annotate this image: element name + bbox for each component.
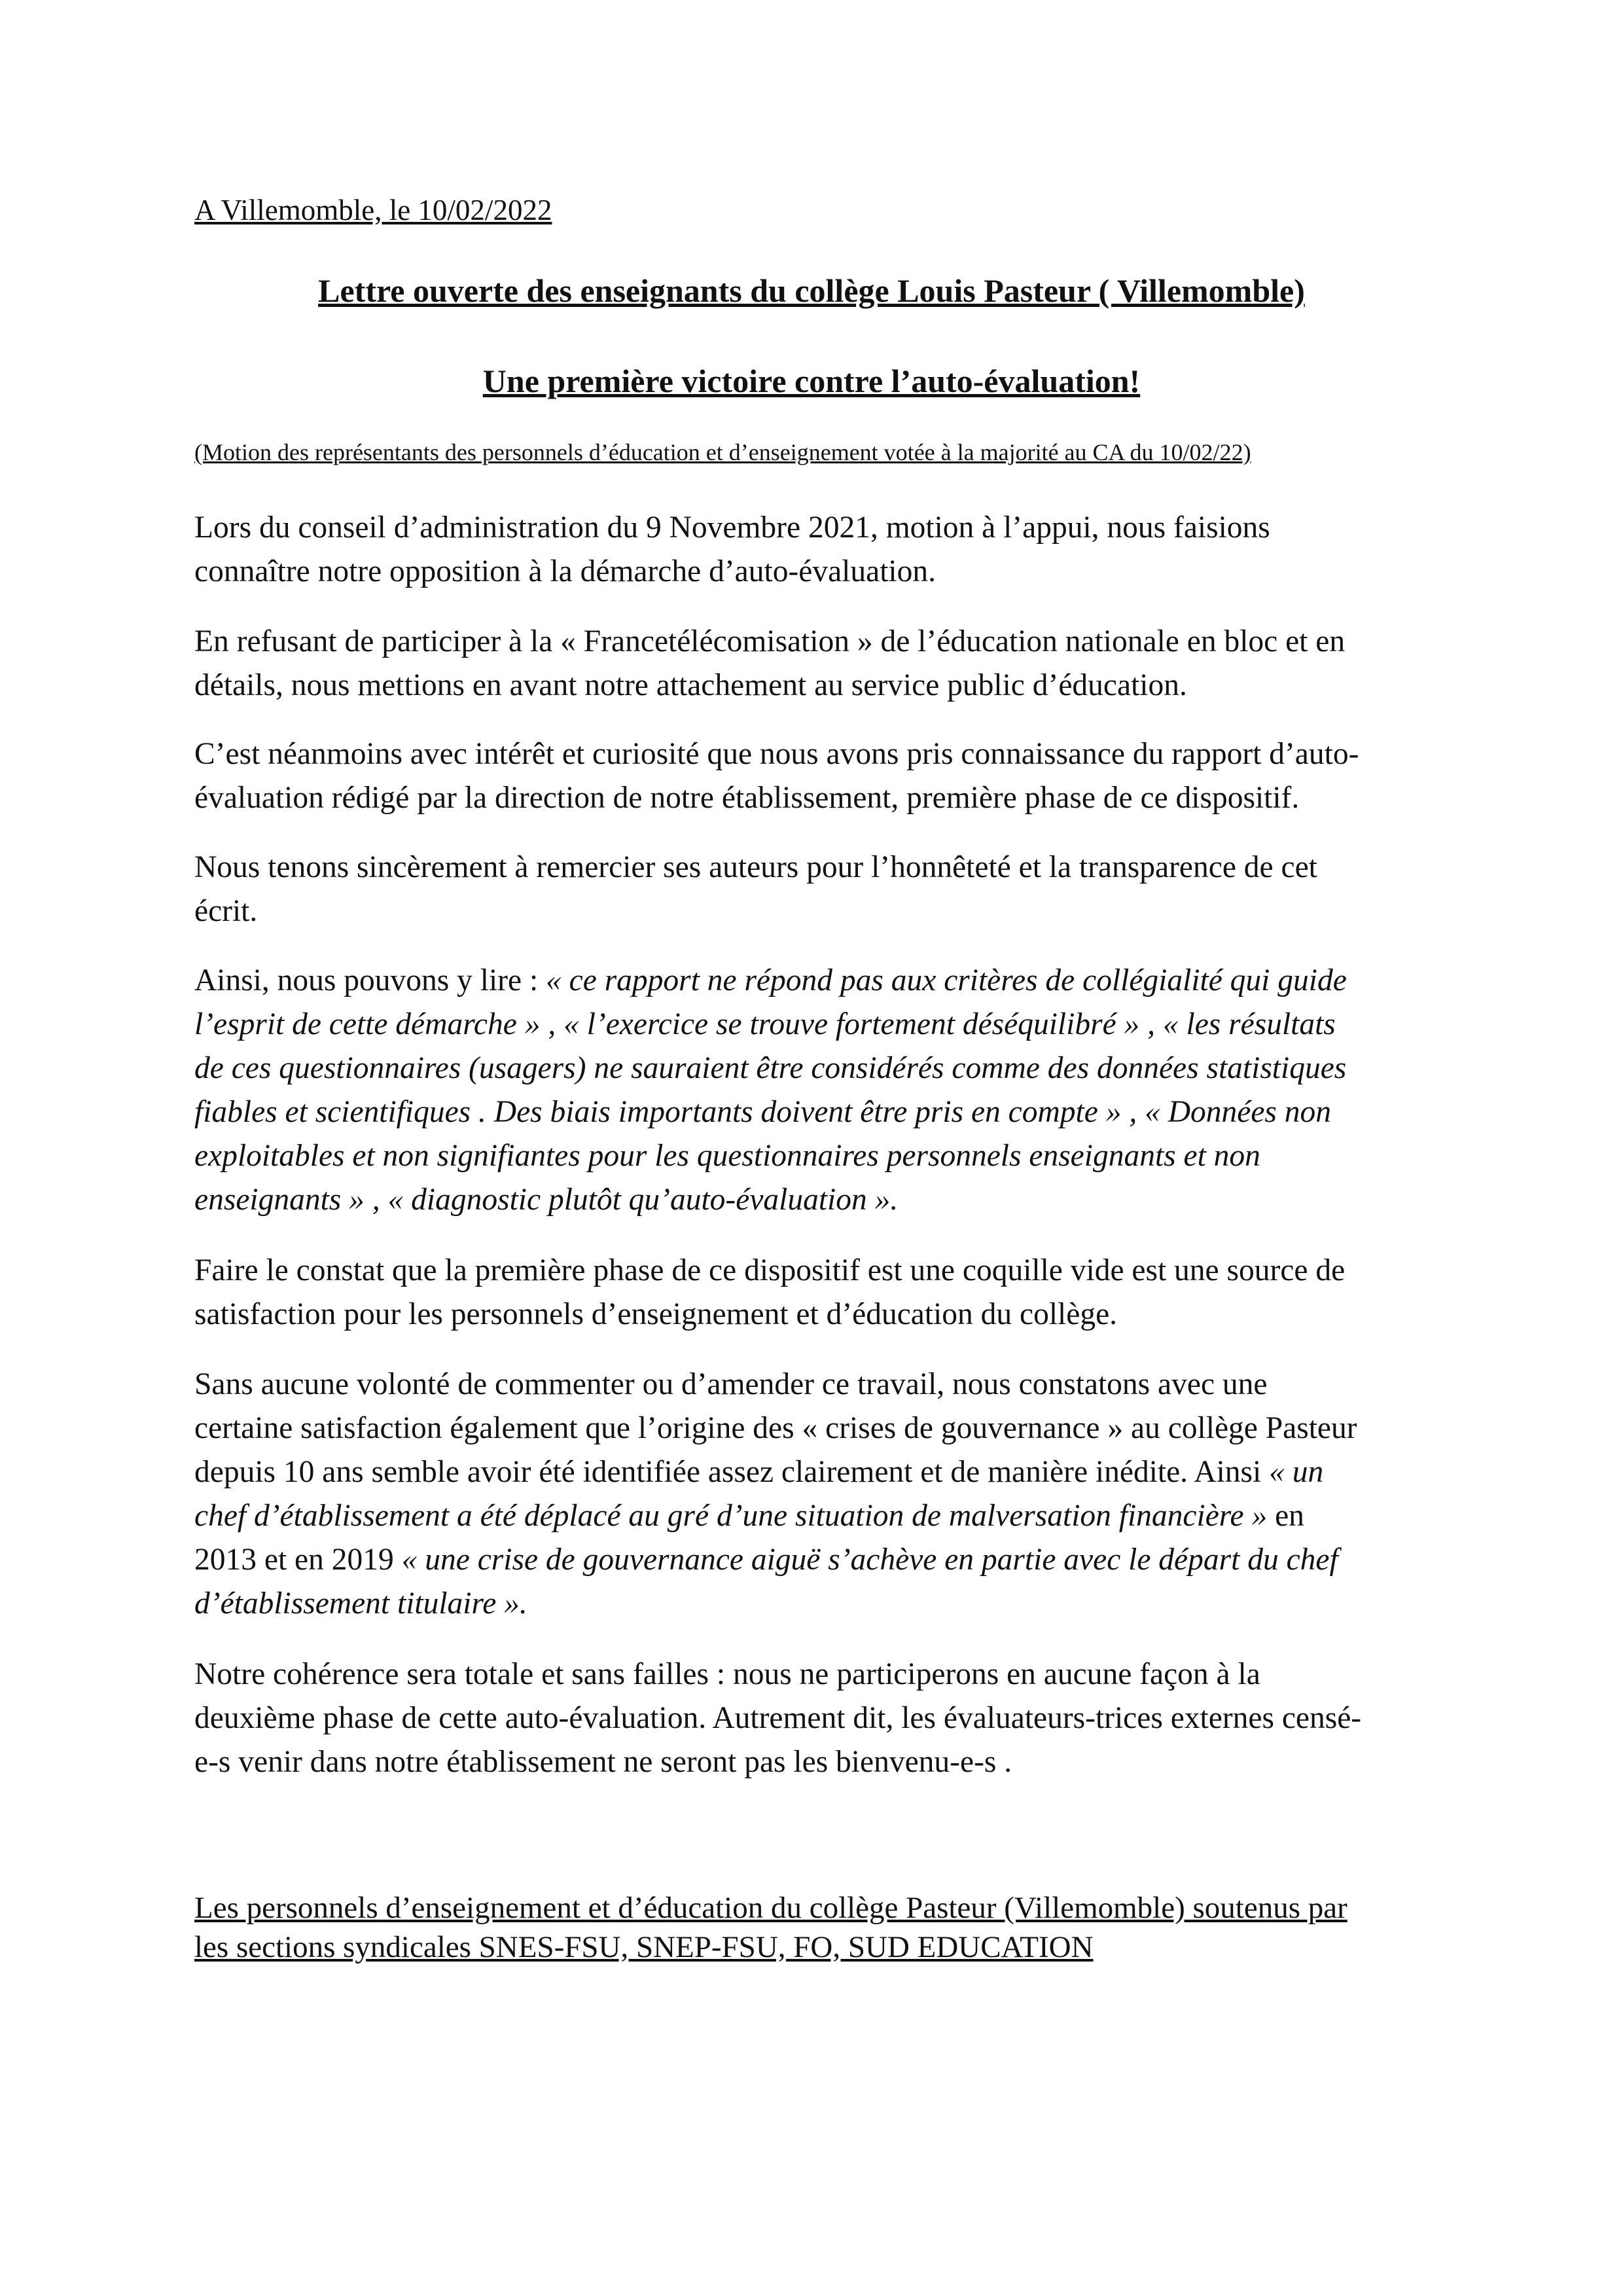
paragraph-2 (194, 620, 1464, 708)
quote-line: de ces questionnaires (usagers) ne sauraient être considérés comme des données statistiques (194, 1051, 1347, 1085)
paragraph-6 (194, 1249, 1464, 1336)
signature-block (194, 1888, 1347, 1967)
paragraph-line (194, 959, 1464, 1003)
paragraph-line: Nous tenons sincèrement à remercier ses auteurs pour l’honnêteté et la transparence de cet (194, 850, 1317, 884)
paragraph-line (194, 1450, 1464, 1494)
signature-line: les sections syndicales SNES-FSU, SNEP-FSU, FO, SUD EDUCATION (194, 1930, 1094, 1964)
paragraph-3 (194, 732, 1464, 820)
quote-intro: Ainsi, nous pouvons y lire : (194, 963, 546, 997)
paragraph-7 (194, 1363, 1464, 1626)
paragraph-8 (194, 1653, 1464, 1784)
paragraph-line: En refusant de participer à la « Francetélécomisation » de l’éducation nationale en bloc et en (194, 624, 1346, 658)
paragraph-line: évaluation rédigé par la direction de notre établissement, première phase de ce dispositif. (194, 781, 1300, 815)
quote-line: exploitables et non signifiantes pour les questionnaires personnels enseignants et non (194, 1139, 1260, 1173)
paragraph-line: deuxième phase de cette auto-évaluation. Autrement dit, les évaluateurs-trices externes censé- (194, 1701, 1362, 1735)
signature-line: Les personnels d’enseignement et d’éducation du collège Pasteur (Villemomble) soutenus par (194, 1891, 1347, 1925)
paragraph-line: Lors du conseil d’administration du 9 Novembre 2021, motion à l’appui, nous faisions (194, 511, 1270, 545)
paragraph-line: Faire le constat que la première phase de ce dispositif est une coquille vide est une source de (194, 1253, 1346, 1287)
plain-text: depuis 10 ans semble avoir été identifiée assez clairement et de manière inédite. Ainsi (194, 1455, 1270, 1489)
letter-title: Lettre ouverte des enseignants du collège Louis Pasteur ( Villemomble) (318, 272, 1305, 309)
quote-line: d’établissement titulaire ». (194, 1587, 527, 1621)
quote-text: « une crise de gouvernance aiguë s’achève en partie avec le départ du chef (401, 1543, 1338, 1577)
quote-line: l’esprit de cette démarche » , « l’exercice se trouve fortement déséquilibré » , « les résultats (194, 1007, 1336, 1041)
paragraph-line: satisfaction pour les personnels d’enseignement et d’éducation du collège. (194, 1297, 1118, 1331)
paragraph-line: certaine satisfaction également que l’origine des « crises de gouvernance » au collège Pasteur (194, 1411, 1357, 1445)
date-line: A Villemomble, le 10/02/2022 (194, 194, 552, 226)
quote-text: « ce rapport ne répond pas aux critères de collégialité qui guide (546, 963, 1347, 997)
paragraph-line (194, 1538, 1464, 1582)
plain-text: en (1267, 1499, 1304, 1533)
paragraph-line: connaître notre opposition à la démarche d’auto-évaluation. (194, 554, 936, 588)
paragraph-line (194, 1494, 1464, 1538)
paragraph-line: Notre cohérence sera totale et sans failles : nous ne participerons en aucune façon à la (194, 1657, 1260, 1691)
quote-line: fiables et scientifiques . Des biais importants doivent être pris en compte » , « Données non (194, 1095, 1332, 1129)
paragraph-line: C’est néanmoins avec intérêt et curiosité que nous avons pris connaissance du rapport d’auto- (194, 737, 1359, 771)
quote-text: chef d’établissement a été déplacé au gré d’une situation de malversation financière » (194, 1499, 1268, 1533)
paragraph-1 (194, 506, 1464, 594)
quote-text: « un (1269, 1455, 1324, 1489)
paragraph-line: écrit. (194, 894, 258, 928)
paragraph-5-quotes (194, 959, 1464, 1222)
paragraph-line: Sans aucune volonté de commenter ou d’amender ce travail, nous constatons avec une (194, 1367, 1268, 1401)
paragraph-line: détails, nous mettions en avant notre attachement au service public d’éducation. (194, 668, 1187, 702)
plain-text: 2013 et en 2019 (194, 1543, 402, 1577)
quote-line: enseignants » , « diagnostic plutôt qu’auto-évaluation ». (194, 1183, 899, 1217)
paragraph-line: e-s venir dans notre établissement ne seront pas les bienvenu-e-s . (194, 1745, 1012, 1779)
paragraph-4 (194, 846, 1464, 933)
letter-subtitle: Une première victoire contre l’auto-évaluation! (482, 363, 1141, 399)
motion-note: (Motion des représentants des personnels d’éducation et d’enseignement votée à la majorité au CA du 10/02/22) (194, 439, 1251, 465)
